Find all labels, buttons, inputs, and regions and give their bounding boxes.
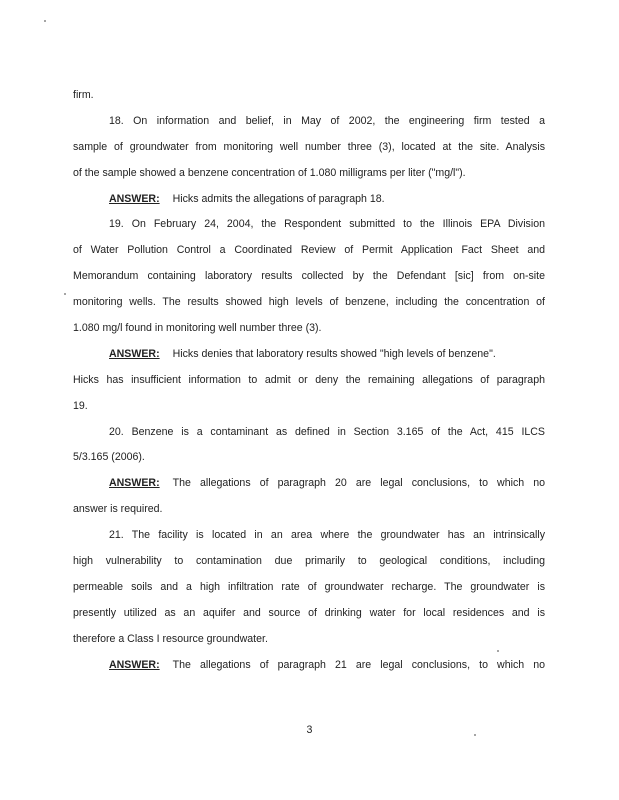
answer-18-text: Hicks admits the allegations of paragraph 18. bbox=[172, 192, 385, 205]
paragraph-18-line-3: of the sample showed a benzene concentration of 1.080 milligrams per liter ("mg/l"). bbox=[73, 166, 466, 179]
paragraph-21-line-4: presently utilized as an aquifer and source of drinking water for local residences and is bbox=[73, 606, 545, 619]
document-body bbox=[73, 86, 545, 681]
paragraph-18-line-2: sample of groundwater from monitoring well number three (3), located at the site. Analysis bbox=[73, 140, 545, 153]
paragraph-18-line-1: 18. On information and belief, in May of 2002, the engineering firm tested a bbox=[109, 114, 545, 127]
answer-label: ANSWER: bbox=[109, 658, 160, 671]
answer-20-text: The allegations of paragraph 20 are legal conclusions, to which no bbox=[172, 477, 545, 490]
answer-19 bbox=[73, 345, 545, 371]
scan-speck bbox=[64, 293, 66, 295]
paragraph-19-line-5: 1.080 mg/l found in monitoring well number three (3). bbox=[73, 322, 322, 335]
answer-21-text: The allegations of paragraph 21 are legal conclusions, to which no bbox=[172, 658, 545, 671]
scan-speck bbox=[474, 734, 476, 736]
paragraph-19-line-4: monitoring wells. The results showed high levels of benzene, including the concentration of bbox=[73, 296, 545, 309]
paragraph-21-line-1: 21. The facility is located in an area where the groundwater has an intrinsically bbox=[109, 529, 545, 542]
paragraph-21-line-3: permeable soils and a high infiltration rate of groundwater recharge. The groundwater is bbox=[73, 580, 545, 593]
answer-18 bbox=[73, 190, 545, 216]
scan-speck bbox=[497, 650, 499, 652]
answer-20 bbox=[73, 474, 545, 500]
answer-19-line-3: 19. bbox=[73, 399, 88, 412]
text-line: firm. bbox=[73, 89, 94, 101]
answer-20-line-2: answer is required. bbox=[73, 503, 163, 516]
answer-19-text: Hicks denies that laboratory results showed "high levels of benzene". bbox=[172, 347, 496, 360]
answer-label: ANSWER: bbox=[109, 477, 160, 490]
page-number: 3 bbox=[306, 724, 313, 736]
paragraph-19-line-2: of Water Pollution Control a Coordinated Review of Permit Application Fact Sheet and bbox=[73, 244, 545, 257]
answer-label: ANSWER: bbox=[109, 192, 160, 205]
scan-speck bbox=[44, 20, 46, 22]
paragraph-20-line-2: 5/3.165 (2006). bbox=[73, 451, 145, 464]
paragraph-21-line-5: therefore a Class I resource groundwater. bbox=[73, 632, 268, 645]
answer-label: ANSWER: bbox=[109, 347, 160, 360]
paragraph-21-line-2: high vulnerability to contamination due primarily to geological conditions, including bbox=[73, 555, 545, 568]
paragraph-20-line-1: 20. Benzene is a contaminant as defined in Section 3.165 of the Act, 415 ILCS bbox=[109, 425, 545, 438]
answer-21 bbox=[73, 656, 545, 682]
paragraph-19-line-1: 19. On February 24, 2004, the Respondent submitted to the Illinois EPA Division bbox=[109, 218, 545, 231]
answer-19-line-2: Hicks has insufficient information to admit or deny the remaining allegations of paragraph bbox=[73, 373, 545, 386]
paragraph-19-line-3: Memorandum containing laboratory results collected by the Defendant [sic] from on-site bbox=[73, 270, 545, 283]
